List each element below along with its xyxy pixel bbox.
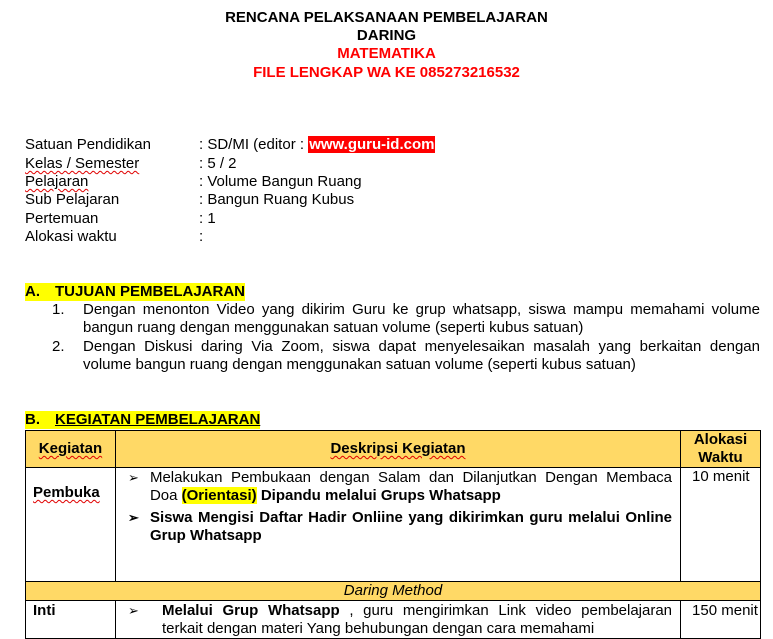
doc-subject: MATEMATIKA [337,45,436,62]
info-value: : 1 [199,210,216,227]
info-value: : SD/MI (editor : www.guru-id.com [199,136,435,153]
cell-deskripsi [115,601,680,639]
info-value: : Bangun Ruang Kubus [199,191,355,208]
arrow-bullet-icon: ➢ [127,510,139,525]
table-row-inti [26,601,761,639]
cell-alokasi: 150 menit [681,601,761,639]
doc-contact: FILE LENGKAP WA KE 085273216532 [253,64,520,81]
info-value: : Volume Bangun Ruang [199,173,362,190]
info-label: Pertemuan [25,210,99,227]
table-row-pembuka [26,468,761,582]
section-a-heading [25,283,245,301]
info-label: Alokasi waktu [25,228,117,245]
info-label: Kelas / Semester [25,155,140,172]
arrow-bullet-icon: ➢ [127,470,139,485]
info-label: Satuan Pendidikan [25,136,151,153]
info-value: : 5 / 2 [199,155,237,172]
list-item: ➢ Melalui Grup Whatsapp , guru mengirimkan Link video pembelajaran terkait dengan materi Yang behubungan dengan cara memahami [127,602,673,637]
info-label: Pelajaran [25,173,89,190]
doc-subtitle-daring: DARING [356,27,417,44]
objective-text: Dengan menonton Video yang dikirim Guru ke grup whatsapp, siswa mampu memahami volume bangun ruang dengan menggunakan satuan volume (seperti kubus satuan) [83,301,760,336]
section-title: KEGIATAN PEMBELAJARAN [55,411,261,428]
list-number: 1. [52,301,65,318]
list-item: ➢ Melakukan Pembukaan dengan Salam dan Dilanjutkan Dengan Membaca Doa (Orientasi) Dipandu melalui Grups Whatsapp [127,469,673,504]
col-header-deskripsi: Deskripsi Kegiatan [115,431,680,468]
list-number: 2. [52,338,65,355]
section-letter: B. [25,411,40,428]
section-title: TUJUAN PEMBELAJARAN [55,283,246,300]
cell-alokasi: 10 menit [681,468,761,582]
objective-item-1 [52,301,760,337]
col-header-alokasi: Alokasi Waktu [681,431,761,468]
cell-deskripsi [115,468,680,582]
activity-table [25,430,761,639]
cell-kegiatan: Inti [26,601,116,639]
info-value: : [199,228,204,245]
table-header-row [26,431,761,468]
objective-text: Dengan Diskusi daring Via Zoom, siswa dapat menyelesaikan masalah yang berkaitan dengan volume bangun ruang dengan menggunakan satuan volume (seperti kubus satuan) [83,338,760,373]
doc-title: RENCANA PELAKSANAAN PEMBELAJARAN [225,9,548,26]
col-header-kegiatan: Kegiatan [26,431,116,468]
cell-kegiatan: Pembuka [26,468,116,582]
arrow-bullet-icon: ➢ [127,603,139,618]
list-item: ➢ Siswa Mengisi Daftar Hadir Onliine yang dikirimkan guru melalui Online Grup Whatsapp [127,509,673,544]
method-label: Daring Method [26,582,761,601]
section-letter: A. [25,283,40,300]
objective-item-2 [52,338,760,374]
section-b-heading [25,411,260,429]
website-link[interactable]: www.guru-id.com [309,136,435,153]
table-row-method [26,582,761,601]
info-label: Sub Pelajaran [25,191,120,208]
